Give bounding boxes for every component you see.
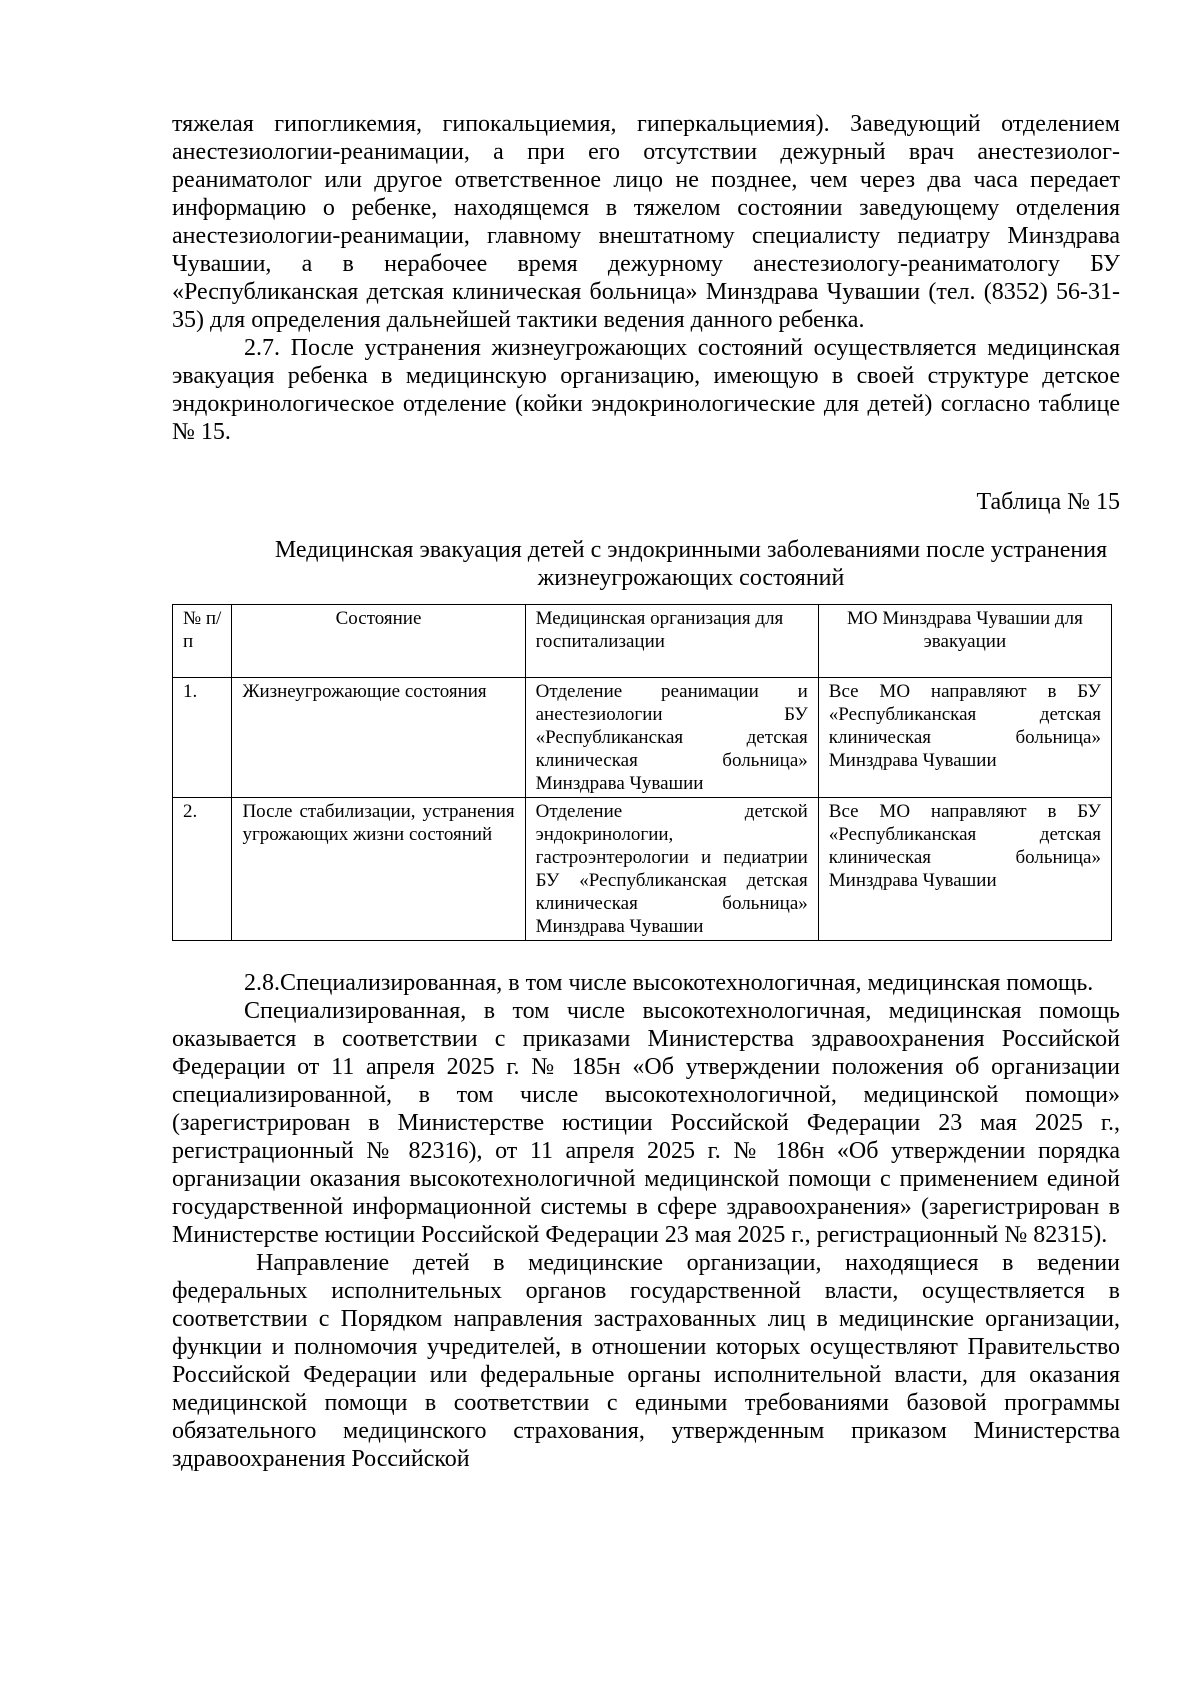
table-row bbox=[173, 798, 1112, 941]
table-title: Медицинская эвакуация детей с эндокринными заболеваниями после устранения жизнеугрожающих состояний bbox=[274, 537, 1108, 591]
paragraph-2-8-heading: 2.8.Специализированная, в том числе высокотехнологичная, медицинская помощь. bbox=[244, 970, 1094, 996]
row-num: 1. bbox=[173, 678, 232, 798]
paragraph-2-7: 2.7. После устранения жизнеугрожающих состояний осуществляется медицинская эвакуация ребенка в медицинскую организацию, имеющую в своей структуре детское эндокринологическое отделение (койки эндокринологические для детей) согласно таблице № 15. bbox=[172, 335, 1120, 445]
row-condition: После стабилизации, устранения угрожающих жизни состояний bbox=[232, 798, 525, 941]
row-condition: Жизнеугрожающие состояния bbox=[232, 678, 525, 798]
row-organization: Отделение реанимации и анестезиологии БУ «Республиканская детская клиническая больница» Минздрава Чувашии bbox=[525, 678, 818, 798]
row-organization: Отделение детской эндокринологии, гастроэнтерологии и педиатрии БУ «Республиканская детская клиническая больница» Минздрава Чувашии bbox=[525, 798, 818, 941]
header-condition: Состояние bbox=[232, 605, 525, 678]
row-num: 2. bbox=[173, 798, 232, 941]
header-mo: МО Минздрава Чувашии для эвакуации bbox=[818, 605, 1111, 678]
table-header-row bbox=[173, 605, 1112, 678]
paragraph-critical-care: тяжелая гипогликемия, гипокальциемия, гиперкальциемия). Заведующий отделением анестезиологии-реанимации, а при его отсутствии дежурный врач анестезиолог-реаниматолог или другое ответственное лицо не позднее, чем через два часа передает информацию о ребенке, находящемся в тяжелом состоянии заведующему отделения анестезиологии-реанимации, главному внештатному специалисту педиатру Минздрава Чувашии, а в нерабочее время дежурному анестезиологу-реаниматологу БУ «Республиканская детская клиническая больница» Минздрава Чувашии (тел. (8352) 56-31-35) для определения дальнейшей тактики ведения данного ребенка. bbox=[172, 111, 1120, 333]
table-number: Таблица № 15 bbox=[976, 489, 1120, 515]
header-num: № п/п bbox=[173, 605, 232, 678]
row-mo: Все МО направляют в БУ «Республиканская детская клиническая больница» Минздрава Чувашии bbox=[818, 798, 1111, 941]
table-row bbox=[173, 678, 1112, 798]
paragraph-federal-referral: Направление детей в медицинские организации, находящиеся в ведении федеральных исполнительных органов государственной власти, осуществляется в соответствии с Порядком направления застрахованных лиц в медицинские организации, функции и полномочия учредителей, в отношении которых осуществляют Правительство Российской Федерации или федеральные органы исполнительной власти, для оказания медицинской помощи в соответствии с едиными требованиями базовой программы обязательного медицинского страхования, утвержденным приказом Министерства здравоохранения Российской bbox=[172, 1250, 1120, 1472]
row-mo: Все МО направляют в БУ «Республиканская детская клиническая больница» Минздрава Чувашии bbox=[818, 678, 1111, 798]
evacuation-table bbox=[172, 604, 1112, 941]
header-organization: Медицинская организация для госпитализации bbox=[525, 605, 818, 678]
paragraph-specialized-care: Специализированная, в том числе высокотехнологичная, медицинская помощь оказывается в соответствии с приказами Министерства здравоохранения Российской Федерации от 11 апреля 2025 г. № 185н «Об утверждении положения об организации специализированной, в том числе высокотехнологичной, медицинской помощи» (зарегистрирован в Министерстве юстиции Российской Федерации 23 мая 2025 г., регистрационный № 82316), от 11 апреля 2025 г. № 186н «Об утверждении порядка организации оказания высокотехнологичной медицинской помощи с применением единой государственной информационной системы в сфере здравоохранения» (зарегистрирован в Министерстве юстиции Российской Федерации 23 мая 2025 г., регистрационный № 82315). bbox=[172, 998, 1120, 1248]
document-page bbox=[172, 110, 1120, 1473]
